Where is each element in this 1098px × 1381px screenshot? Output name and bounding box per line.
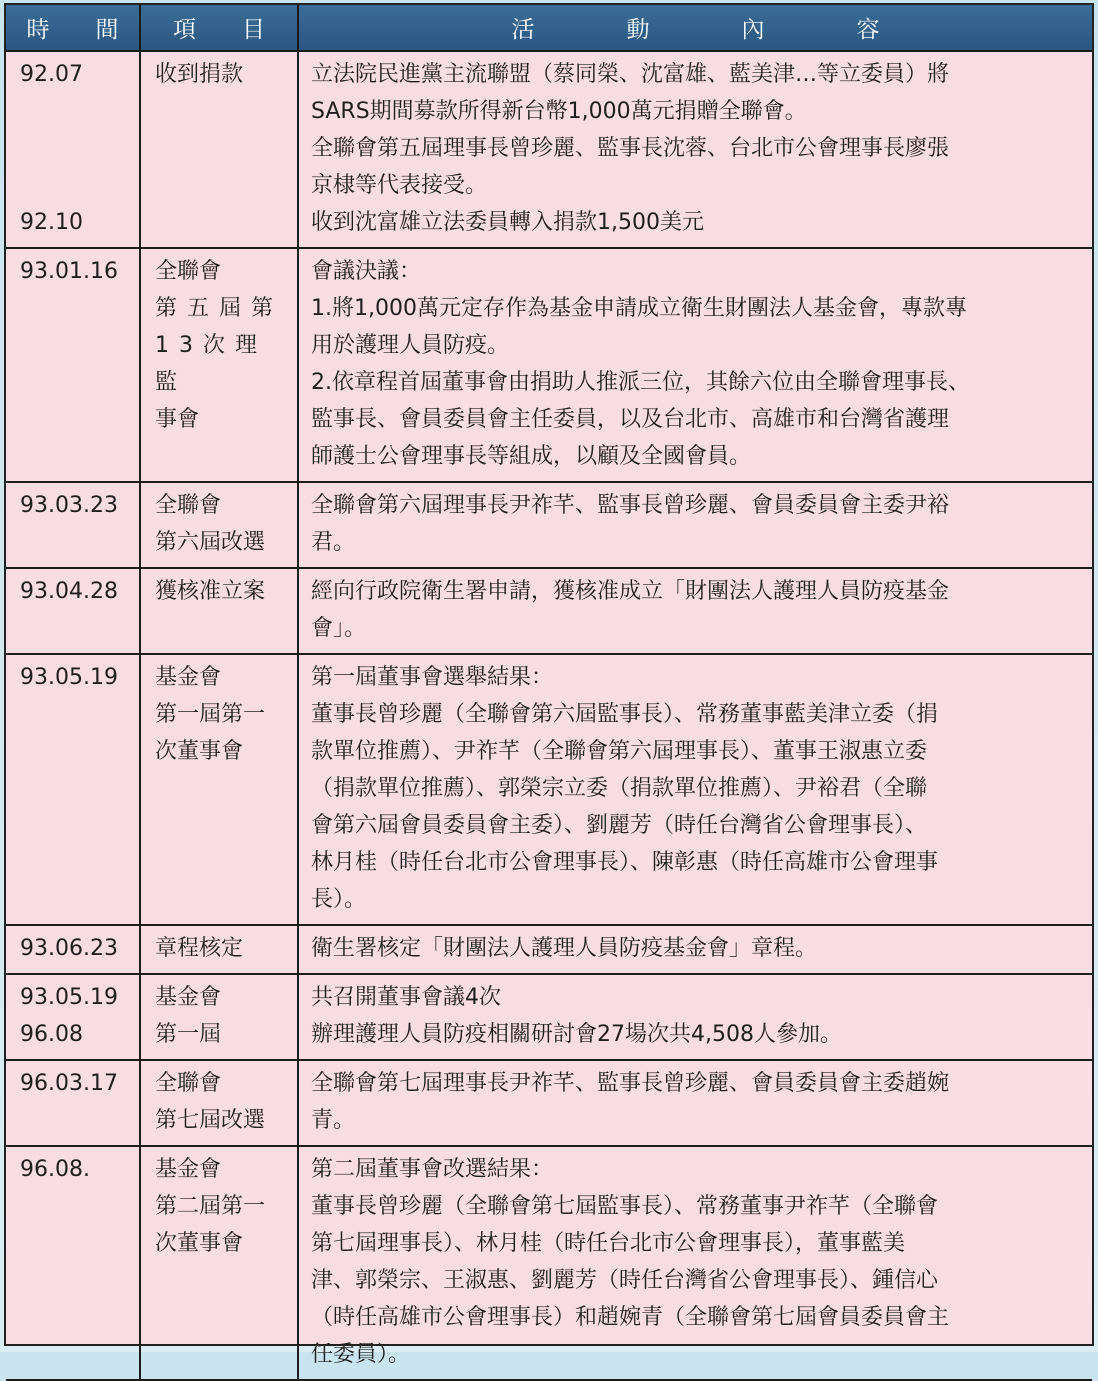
- header-content: 活 動 內 容: [298, 5, 1092, 51]
- content-line: 1.將1,000萬元定存作為基金申請成立衛生財團法人基金會，專款專: [311, 296, 967, 321]
- header-item: 項 目: [140, 5, 298, 51]
- date-cell: [6, 654, 140, 925]
- table-row: [6, 568, 1092, 654]
- content-line: 第二屆董事會改選結果：: [311, 1157, 554, 1182]
- content-cell: [298, 248, 1092, 482]
- item-line: 獲核准立案: [155, 579, 266, 604]
- table-row: [6, 1060, 1092, 1146]
- item-line: 全聯會: [155, 1071, 222, 1096]
- content-line: 君。: [311, 530, 356, 555]
- table-row: [6, 51, 1092, 248]
- item-cell: [140, 1060, 298, 1146]
- content-cell: [298, 654, 1092, 925]
- content-line: 第一屆董事會選舉結果：: [311, 665, 554, 690]
- content-line: 津、郭榮宗、王淑惠、劉麗芳（時任台灣省公會理事長）、鍾信心: [311, 1268, 939, 1293]
- item-cell: [140, 482, 298, 568]
- content-cell: [298, 1146, 1092, 1380]
- content-line: 全聯會第七屆理事長尹祚芊、監事長曾珍麗、會員委員會主委趙婉: [311, 1071, 950, 1096]
- item-line: 基金會: [155, 1157, 222, 1182]
- date-cell: [6, 1146, 140, 1380]
- content-line: 京棣等代表接受。: [311, 173, 488, 198]
- content-line: 長）。: [311, 887, 367, 912]
- date-line: 93.05.19: [20, 985, 118, 1010]
- item-line: 基金會: [155, 985, 222, 1010]
- header-date: 時 間: [6, 5, 140, 51]
- content-cell: [298, 51, 1092, 248]
- content-line: 董事長曾珍麗（全聯會第七屆監事長）、常務董事尹祚芊（全聯會: [311, 1194, 939, 1219]
- content-line: 全聯會第六屆理事長尹祚芊、監事長曾珍麗、會員委員會主委尹裕: [311, 493, 950, 518]
- date-line: 93.01.16: [20, 259, 118, 284]
- date-line: 92.10: [20, 210, 83, 235]
- item-line: 事會: [155, 407, 200, 432]
- table-body: [6, 51, 1092, 1380]
- table-row: [6, 974, 1092, 1060]
- date-cell: [6, 925, 140, 974]
- content-line: 青。: [311, 1108, 356, 1133]
- date-cell: [6, 248, 140, 482]
- content-line: 共召開董事會議4次: [311, 985, 501, 1010]
- content-line: 全聯會第五屆理事長曾珍麗、監事長沈蓉、台北市公會理事長廖張: [311, 136, 950, 161]
- content-cell: [298, 925, 1092, 974]
- content-line: （時任高雄市公會理事長）和趙婉青（全聯會第七屆會員委員會主: [311, 1305, 950, 1330]
- content-line: 立法院民進黨主流聯盟（蔡同榮、沈富雄、藍美津…等立委員）將: [311, 62, 950, 87]
- content-line: 用於護理人員防疫。: [311, 333, 510, 358]
- date-line: [20, 167, 129, 204]
- item-cell: [140, 654, 298, 925]
- item-line: 第一屆: [155, 1022, 222, 1047]
- item-line: 全聯會: [155, 259, 222, 284]
- header-row: [6, 5, 1092, 51]
- date-line: [20, 130, 129, 167]
- content-line: 第七屆理事長）、林月桂（時任台北市公會理事長），董事藍美: [311, 1231, 906, 1256]
- date-line: [20, 93, 129, 130]
- date-cell: [6, 51, 140, 248]
- content-line: 2.依章程首屆董事會由捐助人推派三位，其餘六位由全聯會理事長、: [311, 370, 970, 395]
- content-cell: [298, 1060, 1092, 1146]
- table-row: [6, 1146, 1092, 1380]
- content-line: （捐款單位推薦）、郭榮宗立委（捐款單位推薦）、尹裕君（全聯: [311, 776, 928, 801]
- date-cell: [6, 1060, 140, 1146]
- item-cell: [140, 925, 298, 974]
- content-cell: [298, 568, 1092, 654]
- content-cell: [298, 482, 1092, 568]
- table-row: [6, 248, 1092, 482]
- table-row: [6, 925, 1092, 974]
- content-line: SARS期間募款所得新台幣1,000萬元捐贈全聯會。: [311, 99, 807, 124]
- item-line: 章程核定: [155, 936, 244, 961]
- table-row: [6, 654, 1092, 925]
- date-cell: [6, 568, 140, 654]
- content-line: 會第六屆會員委員會主委）、劉麗芳（時任台灣省公會理事長）、: [311, 813, 928, 838]
- item-line: 13次理監: [155, 333, 267, 395]
- timeline-table: [6, 5, 1092, 1381]
- item-cell: [140, 51, 298, 248]
- item-cell: [140, 568, 298, 654]
- item-line: 次董事會: [155, 1231, 244, 1256]
- content-line: 款單位推薦）、尹祚芊（全聯會第六屆理事長）、董事王淑惠立委: [311, 739, 928, 764]
- content-line: 經向行政院衛生署申請，獲核准成立「財團法人護理人員防疫基金: [311, 579, 950, 604]
- date-line: 92.07: [20, 62, 83, 87]
- content-line: 師護士公會理事長等組成，以顧及全國會員。: [311, 444, 752, 469]
- content-line: 林月桂（時任台北市公會理事長）、陳彰惠（時任高雄市公會理事: [311, 850, 939, 875]
- content-line: 會」。: [311, 616, 367, 641]
- item-line: 第二屆第一: [155, 1194, 266, 1219]
- content-line: 辦理護理人員防疫相關研討會27場次共4,508人參加。: [311, 1022, 842, 1047]
- content-line: 會議決議：: [311, 259, 422, 284]
- item-line: 第五屆第: [155, 296, 284, 321]
- date-line: 93.06.23: [20, 936, 118, 961]
- date-line: 93.04.28: [20, 579, 118, 604]
- date-line: 93.03.23: [20, 493, 118, 518]
- date-line: 96.08: [20, 1022, 83, 1047]
- content-line: 董事長曾珍麗（全聯會第六屆監事長）、常務董事藍美津立委（捐: [311, 702, 939, 727]
- table-row: [6, 482, 1092, 568]
- item-cell: [140, 1146, 298, 1380]
- item-line: 第一屆第一: [155, 702, 266, 727]
- content-line: 任委員）。: [311, 1342, 411, 1367]
- content-line: 衛生署核定「財團法人護理人員防疫基金會」章程。: [311, 936, 818, 961]
- item-line: 全聯會: [155, 493, 222, 518]
- item-cell: [140, 248, 298, 482]
- item-line: 第六屆改選: [155, 530, 266, 555]
- date-cell: [6, 974, 140, 1060]
- content-line: 收到沈富雄立法委員轉入捐款1,500美元: [311, 210, 704, 235]
- content-cell: [298, 974, 1092, 1060]
- timeline-table-frame: [4, 3, 1094, 1367]
- item-line: 第七屆改選: [155, 1108, 266, 1133]
- date-line: 93.05.19: [20, 665, 118, 690]
- item-line: 次董事會: [155, 739, 244, 764]
- date-line: 96.08.: [20, 1157, 90, 1182]
- item-cell: [140, 974, 298, 1060]
- item-line: 基金會: [155, 665, 222, 690]
- date-line: 96.03.17: [20, 1071, 118, 1096]
- item-line: 收到捐款: [155, 62, 244, 87]
- content-line: 監事長、會員委員會主任委員，以及台北市、高雄市和台灣省護理: [311, 407, 950, 432]
- date-cell: [6, 482, 140, 568]
